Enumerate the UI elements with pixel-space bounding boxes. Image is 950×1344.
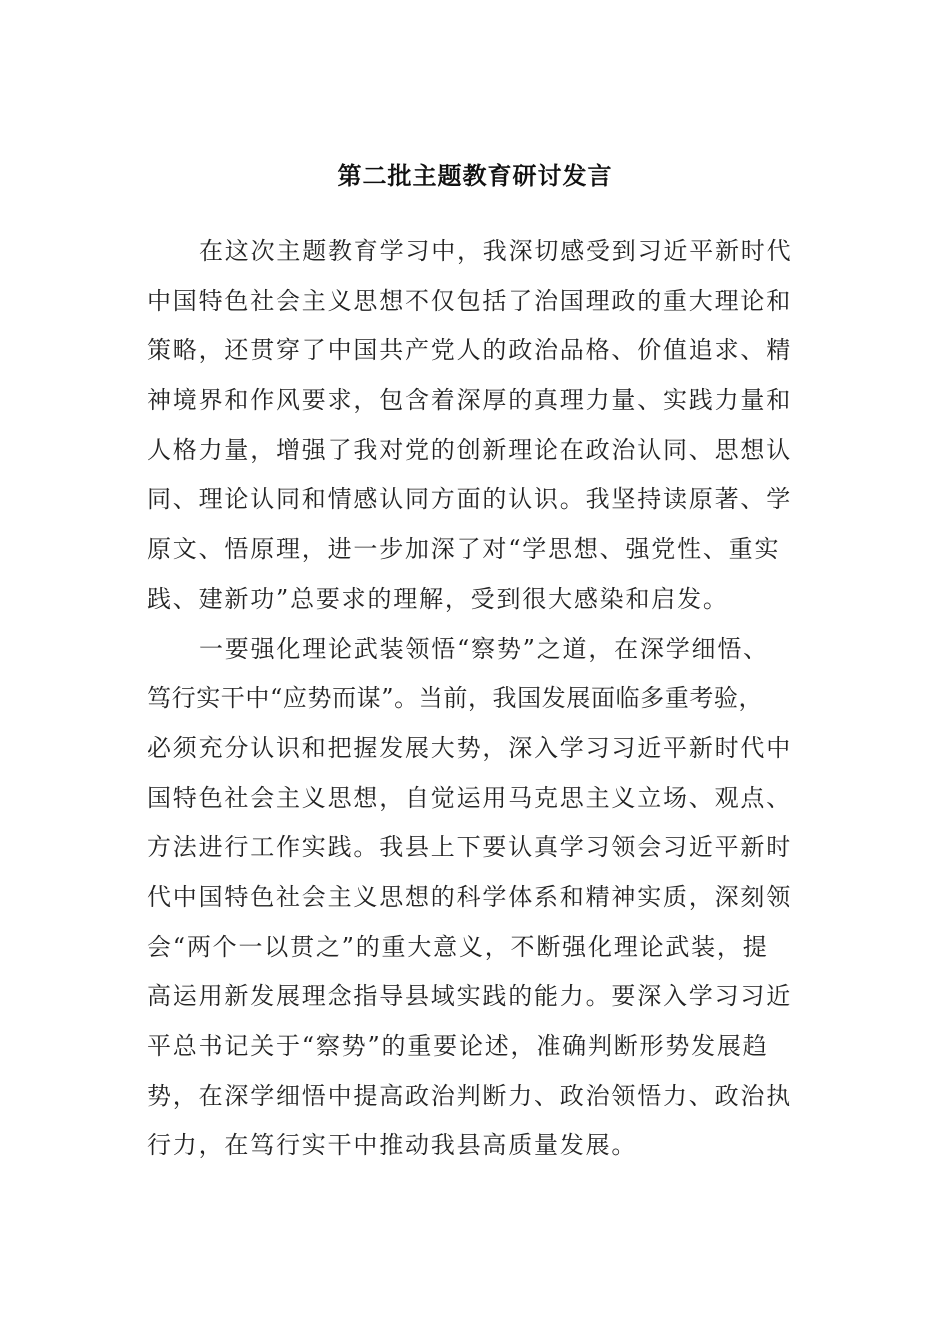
document-title: 第二批主题教育研讨发言 bbox=[337, 161, 613, 190]
text-line: 原文、悟原理，进一步加深了对“学思想、强党性、重实 bbox=[147, 535, 781, 564]
text-line: 会“两个一以贯之”的重大意义，不断强化理论武装，提 bbox=[147, 932, 769, 961]
text-line: 中国特色社会主义思想不仅包括了治国理政的重大理论和 bbox=[147, 286, 792, 315]
text-line: 势，在深学细悟中提高政治判断力、政治领悟力、政治执 bbox=[147, 1081, 792, 1110]
text-line: 神境界和作风要求，包含着深厚的真理力量、实践力量和 bbox=[147, 386, 792, 415]
text-line: 策略，还贯穿了中国共产党人的政治品格、价值追求、精 bbox=[147, 336, 792, 365]
text-line: 高运用新发展理念指导县域实践的能力。要深入学习习近 bbox=[147, 982, 792, 1011]
text-line: 同、理论认同和情感认同方面的认识。我坚持读原著、学 bbox=[147, 485, 792, 514]
text-line: 方法进行工作实践。我县上下要认真学习领会习近平新时 bbox=[147, 833, 792, 862]
paragraph-2 bbox=[147, 625, 797, 1172]
text-line: 代中国特色社会主义思想的科学体系和精神实质，深刻领 bbox=[147, 882, 792, 911]
text-line: 人格力量，增强了我对党的创新理论在政治认同、思想认 bbox=[147, 435, 792, 464]
text-line: 在这次主题教育学习中，我深切感受到习近平新时代 bbox=[199, 237, 793, 265]
text-line: 一要强化理论武装领悟“察势”之道，在深学细悟、 bbox=[199, 634, 769, 663]
text-line: 行力，在笃行实干中推动我县高质量发展。 bbox=[147, 1131, 638, 1160]
text-line: 必须充分认识和把握发展大势，深入学习习近平新时代中 bbox=[147, 733, 792, 762]
text-line: 平总书记关于“察势”的重要论述，准确判断形势发展趋 bbox=[147, 1032, 769, 1060]
text-line: 笃行实干中“应势而谋”。当前，我国发展面临多重考验， bbox=[147, 684, 764, 713]
paragraph-1 bbox=[147, 227, 797, 625]
text-line: 国特色社会主义思想，自觉运用马克思主义立场、观点、 bbox=[147, 783, 792, 812]
document-body bbox=[147, 227, 797, 1171]
text-line: 践、建新功”总要求的理解，受到很大感染和启发。 bbox=[147, 584, 729, 613]
